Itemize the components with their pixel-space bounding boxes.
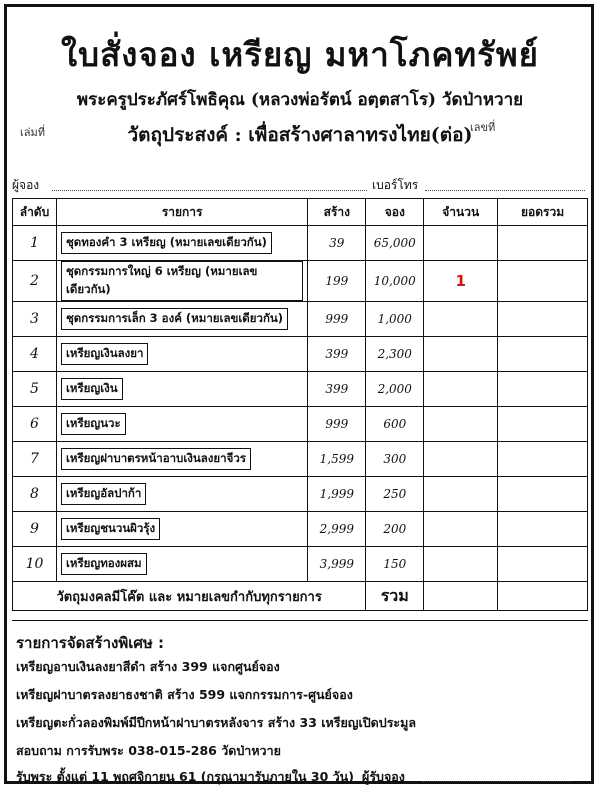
special-item-line: เหรียญตะกั่วลองพิมพ์มีปีกหน้าฝาบาตรหลังจาร สร้าง 33 เหรียญเปิดประมูล (16, 715, 417, 730)
table-row (13, 547, 588, 582)
row-total-cell[interactable] (498, 407, 588, 442)
item-name: เหรียญทองผสม (61, 553, 147, 575)
receiver-signature-field[interactable] (422, 781, 572, 782)
row-quantity-cell[interactable] (424, 547, 498, 582)
row-price: 250 (366, 477, 424, 512)
table-header-row (13, 199, 588, 226)
order-table (12, 198, 588, 611)
row-made: 999 (308, 302, 366, 337)
header-total: ยอดรวม (498, 199, 588, 226)
sum-total-cell[interactable] (498, 582, 588, 611)
table-row (13, 407, 588, 442)
header-price: จอง (366, 199, 424, 226)
row-item (56, 261, 307, 302)
serial-number-label: เลขที่ (470, 121, 496, 134)
row-quantity-cell[interactable] (424, 337, 498, 372)
row-quantity-cell[interactable]: 1 (424, 261, 498, 302)
row-number: 10 (13, 547, 57, 582)
row-total-cell[interactable] (498, 302, 588, 337)
table-row (13, 372, 588, 407)
header-quantity: จำนวน (424, 199, 498, 226)
row-number: 1 (13, 226, 57, 261)
row-total-cell[interactable] (498, 547, 588, 582)
purpose-line: วัตถุประสงค์ : เพื่อสร้างศาลาทรงไทย(ต่อ) (127, 124, 473, 146)
header-order: ลำดับ (13, 199, 57, 226)
row-made: 399 (308, 337, 366, 372)
row-price: 10,000 (366, 261, 424, 302)
row-price: 1,000 (366, 302, 424, 337)
row-item (56, 512, 307, 547)
row-item (56, 407, 307, 442)
item-name: ชุดกรรมการเล็ก 3 องค์ (หมายเลขเดียวกัน) (61, 308, 288, 330)
row-total-cell[interactable] (498, 226, 588, 261)
row-made: 1,599 (308, 442, 366, 477)
row-price: 600 (366, 407, 424, 442)
item-name: เหรียญเงิน (61, 378, 123, 400)
row-item (56, 226, 307, 261)
table-row (13, 512, 588, 547)
table-row (13, 226, 588, 261)
row-total-cell[interactable] (498, 477, 588, 512)
row-price: 150 (366, 547, 424, 582)
row-number: 9 (13, 512, 57, 547)
item-name: ชุดทองคำ 3 เหรียญ (หมายเลขเดียวกัน) (61, 232, 272, 254)
receiver-label: ผู้รับจอง (362, 769, 405, 784)
item-name: เหรียญอัลปาก้า (61, 483, 146, 505)
pickup-date-line: รับพระ ตั้งแต่ 11 พฤศจิกายน 61 (กรุณามารับภายใน 30 วัน) (16, 769, 354, 784)
row-number: 3 (13, 302, 57, 337)
row-number: 4 (13, 337, 57, 372)
phone-field[interactable] (425, 190, 585, 191)
header-made: สร้าง (308, 199, 366, 226)
row-made: 39 (308, 226, 366, 261)
row-item (56, 372, 307, 407)
row-price: 200 (366, 512, 424, 547)
sum-label: รวม (366, 582, 424, 611)
row-total-cell[interactable] (498, 372, 588, 407)
row-price: 2,300 (366, 337, 424, 372)
table-row (13, 337, 588, 372)
temple-subtitle: พระครูประภัศร์โพธิคุณ (หลวงพ่อรัตน์ อตฺตสาโร) วัดป่าหวาย (76, 90, 524, 110)
row-quantity-cell[interactable] (424, 442, 498, 477)
customer-name-field[interactable] (52, 190, 367, 191)
row-total-cell[interactable] (498, 261, 588, 302)
row-made: 3,999 (308, 547, 366, 582)
table-row (13, 302, 588, 337)
row-quantity-cell[interactable] (424, 302, 498, 337)
row-total-cell[interactable] (498, 512, 588, 547)
table-row (13, 442, 588, 477)
row-quantity-cell[interactable] (424, 407, 498, 442)
row-made: 1,999 (308, 477, 366, 512)
special-items-title: รายการจัดสร้างพิเศษ : (16, 634, 164, 652)
row-item (56, 477, 307, 512)
row-quantity-cell[interactable] (424, 226, 498, 261)
item-name: ชุดกรรมการใหญ่ 6 เหรียญ (หมายเลขเดียวกัน) (61, 261, 303, 301)
row-total-cell[interactable] (498, 442, 588, 477)
special-item-line: เหรียญอาบเงินลงยาสีดำ สร้าง 399 แจกศูนย์จอง (16, 659, 280, 674)
row-item (56, 302, 307, 337)
row-number: 5 (13, 372, 57, 407)
row-item (56, 442, 307, 477)
sum-quantity-cell[interactable] (424, 582, 498, 611)
special-item-line: เหรียญฝาบาตรลงยาธงชาติ สร้าง 599 แจกกรรมการ-ศูนย์จอง (16, 687, 353, 702)
row-made: 399 (308, 372, 366, 407)
item-name: เหรียญฝาบาตรหน้าอาบเงินลงยาจีวร (61, 448, 251, 470)
row-price: 65,000 (366, 226, 424, 261)
row-made: 999 (308, 407, 366, 442)
row-quantity-cell[interactable] (424, 372, 498, 407)
item-name: เหรียญชนวนผิวรุ้ง (61, 518, 160, 540)
row-number: 6 (13, 407, 57, 442)
row-made: 199 (308, 261, 366, 302)
special-items-section (12, 620, 588, 782)
row-price: 2,000 (366, 372, 424, 407)
inquiry-phone-line: สอบถาม การรับพระ 038-015-286 วัดป่าหวาย (16, 743, 281, 758)
row-total-cell[interactable] (498, 337, 588, 372)
phone-label: เบอร์โทร (372, 178, 419, 192)
form-title: ใบสั่งจอง เหรียญ มหาโภคทรัพย์ (61, 35, 539, 74)
book-number-label: เล่มที่ (20, 126, 46, 139)
row-quantity-cell[interactable] (424, 512, 498, 547)
row-price: 300 (366, 442, 424, 477)
table-row (13, 477, 588, 512)
row-item (56, 337, 307, 372)
item-name: เหรียญเงินลงยา (61, 343, 149, 365)
row-item (56, 547, 307, 582)
row-number: 7 (13, 442, 57, 477)
item-name: เหรียญนวะ (61, 413, 126, 435)
row-number: 2 (13, 261, 57, 302)
coded-items-note: วัตถุมงคลมีโค๊ต และ หมายเลขกำกับทุกรายการ (13, 582, 366, 611)
customer-label: ผู้จอง (12, 178, 40, 192)
table-total-row (13, 582, 588, 611)
row-made: 2,999 (308, 512, 366, 547)
table-row (13, 261, 588, 302)
row-quantity-cell[interactable] (424, 477, 498, 512)
header-item: รายการ (56, 199, 307, 226)
row-number: 8 (13, 477, 57, 512)
